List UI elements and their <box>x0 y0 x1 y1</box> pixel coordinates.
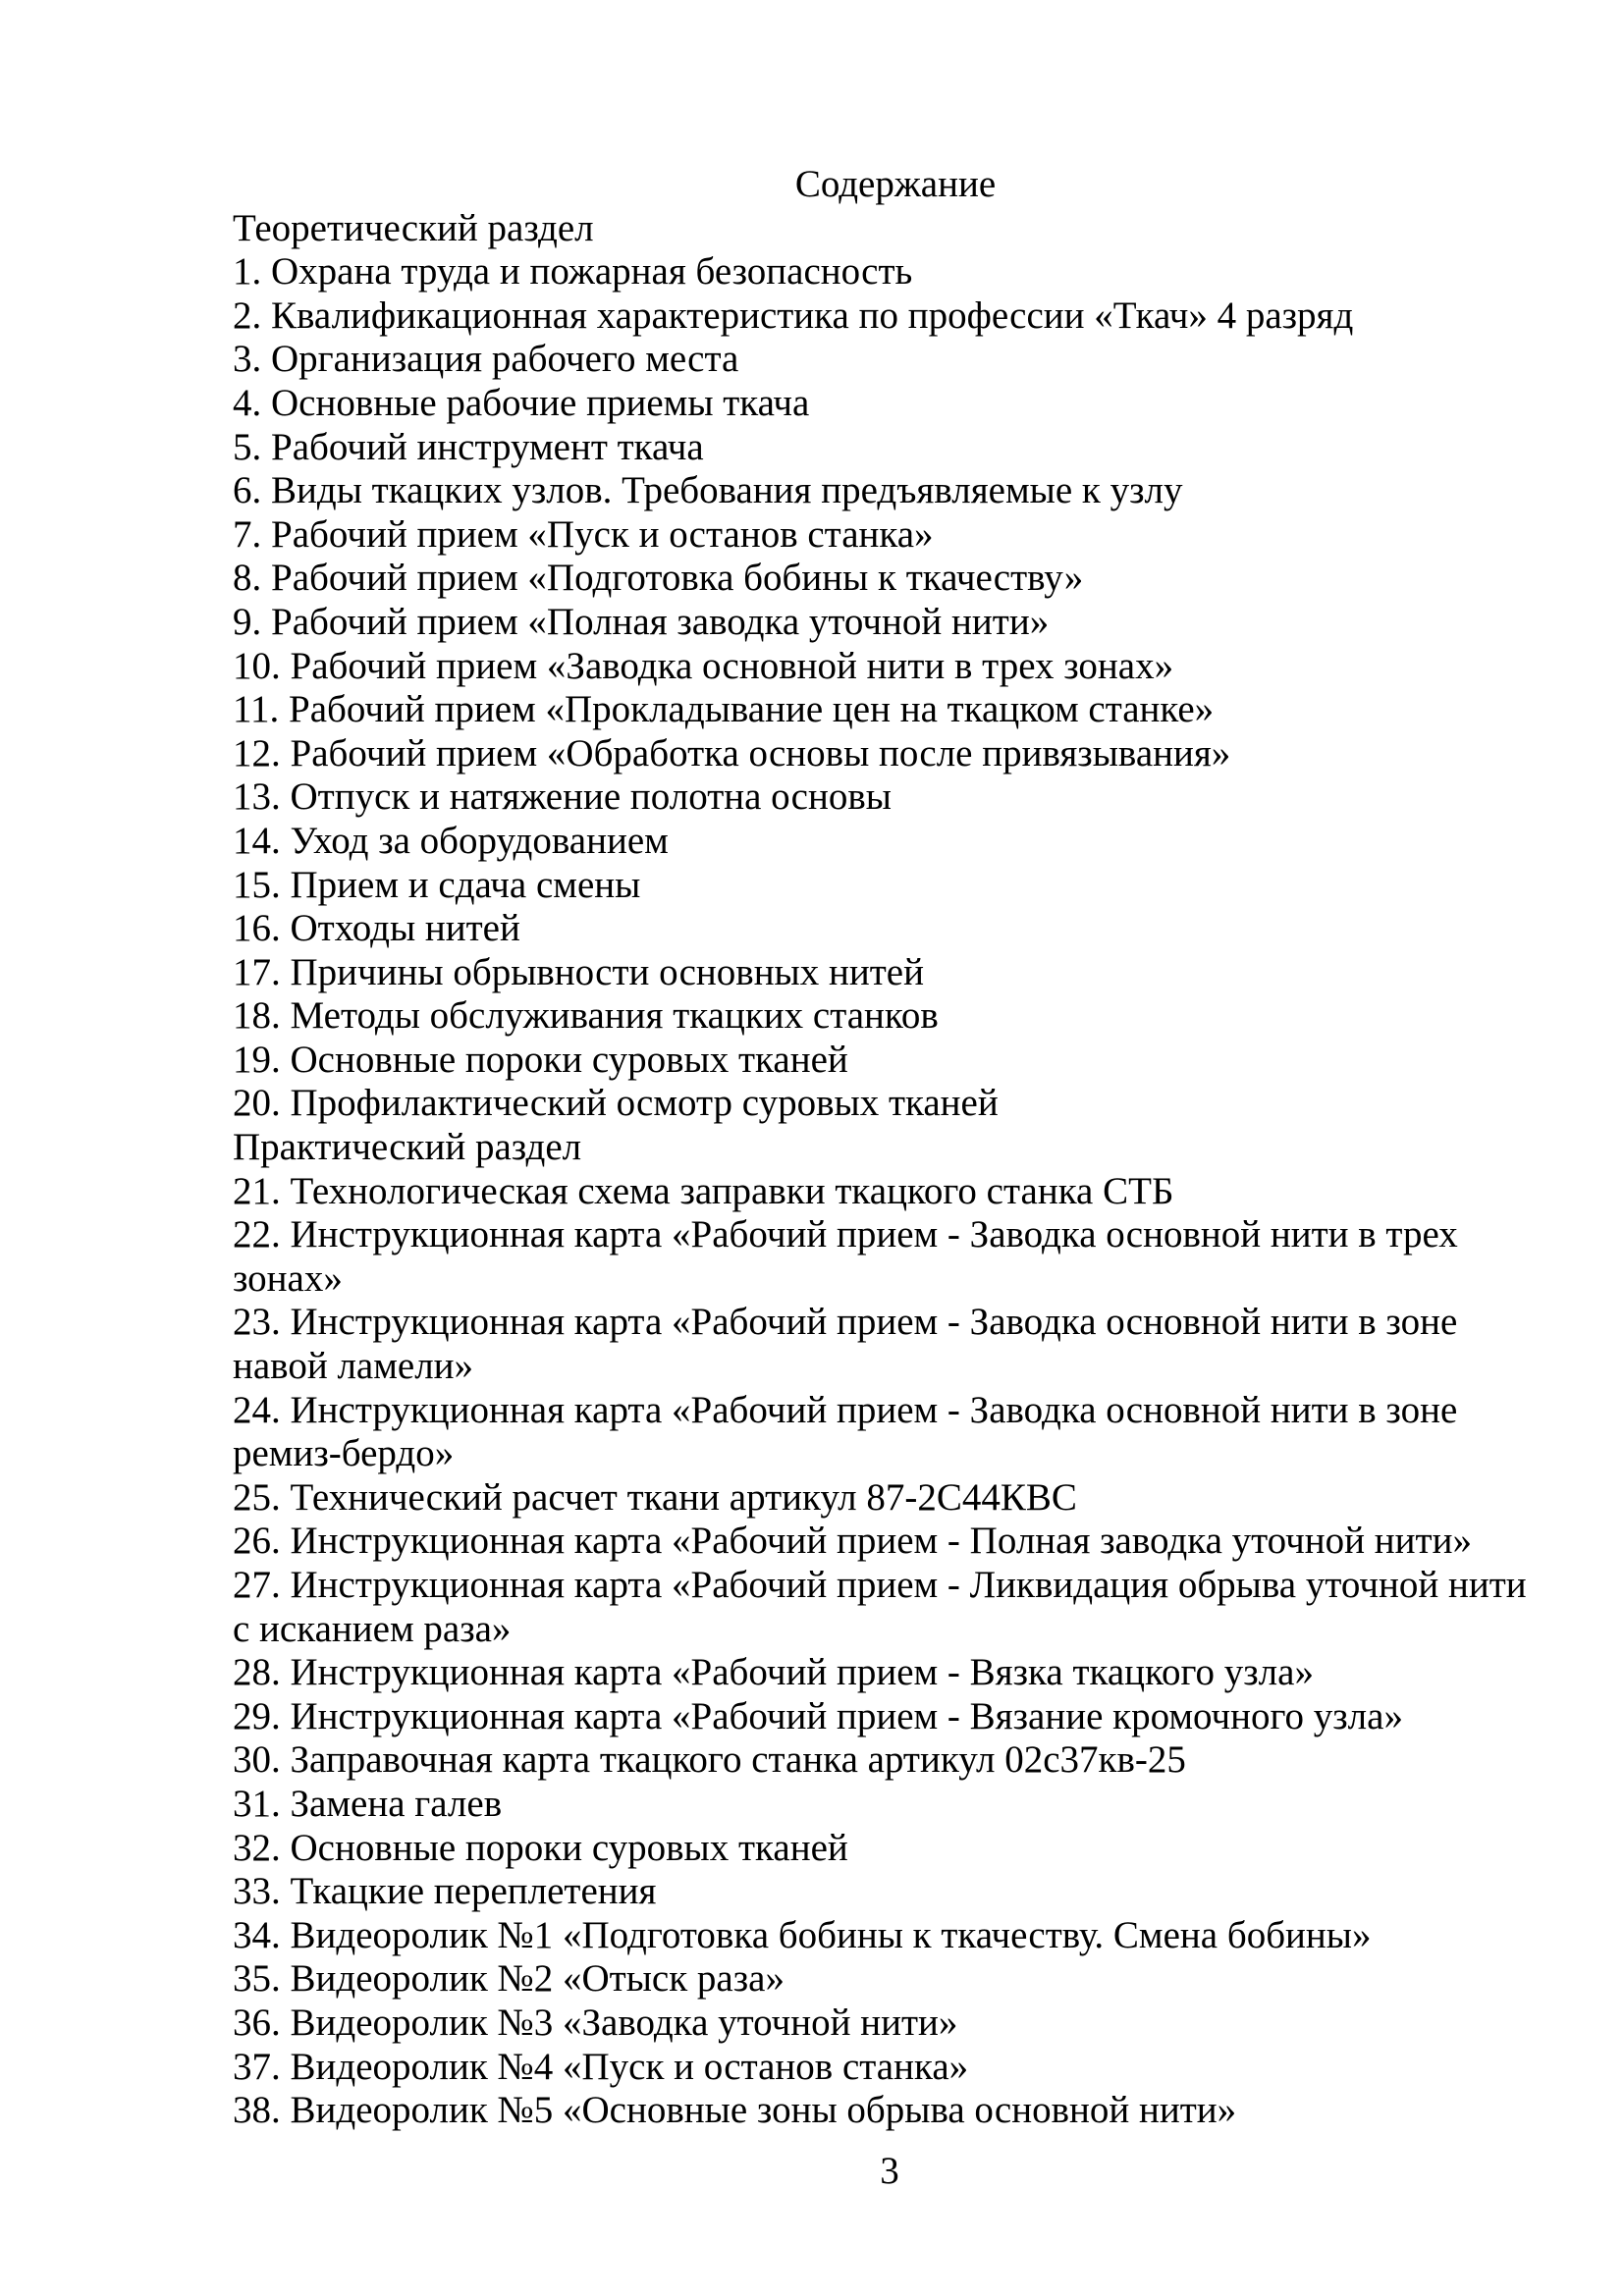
toc-entry: 20. Профилактический осмотр суровых тканей <box>233 1082 999 1125</box>
toc-entry: 32. Основные пороки суровых тканей <box>233 1826 848 1869</box>
toc-entry: 7. Рабочий прием «Пуск и останов станка» <box>233 512 934 556</box>
toc-entry: 5. Рабочий инструмент ткача <box>233 425 704 468</box>
toc-entry: 33. Ткацкие переплетения <box>233 1870 657 1913</box>
toc-entry: 25. Технический расчет ткани артикул 87-2С44КВС <box>233 1475 1077 1519</box>
toc-entry: 13. Отпуск и натяжение полотна основы <box>233 775 892 819</box>
toc-entry: с исканием раза» <box>233 1607 512 1650</box>
toc-entry: 16. Отходы нитей <box>233 907 520 950</box>
toc-entry: 36. Видеоролик №3 «Заводка уточной нити» <box>233 2001 958 2044</box>
table-of-contents <box>233 163 1558 2133</box>
toc-entry: 30. Заправочная карта ткацкого станка артикул 02с37кв-25 <box>233 1738 1186 1782</box>
toc-entry: 22. Инструкционная карта «Рабочий прием - Заводка основной нити в трех <box>233 1213 1458 1256</box>
toc-entry: 28. Инструкционная карта «Рабочий прием - Вязка ткацкого узла» <box>233 1651 1314 1694</box>
toc-entry: 34. Видеоролик №1 «Подготовка бобины к ткачеству. Смена бобины» <box>233 1913 1372 1956</box>
toc-entry: 8. Рабочий прием «Подготовка бобины к ткачеству» <box>233 557 1084 600</box>
toc-entry: 2. Квалификационная характеристика по профессии «Ткач» 4 разряд <box>233 294 1354 337</box>
toc-entry: 26. Инструкционная карта «Рабочий прием - Полная заводка уточной нити» <box>233 1520 1472 1563</box>
toc-entry: 6. Виды ткацких узлов. Требования предъявляемые к узлу <box>233 469 1183 512</box>
toc-entry: 21. Технологическая схема заправки ткацкого станка СТБ <box>233 1169 1174 1212</box>
toc-entry: 29. Инструкционная карта «Рабочий прием - Вязание кромочного узла» <box>233 1694 1403 1737</box>
toc-entry: 27. Инструкционная карта «Рабочий прием - Ликвидация обрыва уточной нити <box>233 1564 1527 1606</box>
toc-entry: навой ламели» <box>233 1345 474 1388</box>
toc-entry: 38. Видеоролик №5 «Основные зоны обрыва основной нити» <box>233 2089 1237 2132</box>
toc-entry: 17. Причины обрывности основных нитей <box>233 950 924 993</box>
toc-entry: 3. Организация рабочего места <box>233 338 739 381</box>
toc-entry: 1. Охрана труда и пожарная безопасность <box>233 250 913 294</box>
toc-entry: 12. Рабочий прием «Обработка основы после привязывания» <box>233 731 1231 774</box>
toc-entry: зонах» <box>233 1256 343 1300</box>
toc-entry: 23. Инструкционная карта «Рабочий прием - Заводка основной нити в зоне <box>233 1301 1458 1344</box>
toc-entry: 24. Инструкционная карта «Рабочий прием - Заводка основной нити в зоне <box>233 1388 1458 1431</box>
toc-entry: 15. Прием и сдача смены <box>233 863 641 906</box>
toc-entry: 11. Рабочий прием «Прокладывание цен на ткацком станке» <box>233 688 1215 731</box>
page-number: 3 <box>880 2150 899 2192</box>
toc-entry: 4. Основные рабочие приемы ткача <box>233 381 810 424</box>
toc-entry: 9. Рабочий прием «Полная заводка уточной нити» <box>233 600 1050 643</box>
section-heading: Теоретический раздел <box>233 206 594 249</box>
toc-list <box>233 207 1558 2133</box>
toc-entry: ремиз-бердо» <box>233 1432 455 1475</box>
toc-entry: 10. Рабочий прием «Заводка основной нити в трех зонах» <box>233 644 1174 687</box>
page-title: Содержание <box>794 163 997 205</box>
toc-entry: 37. Видеоролик №4 «Пуск и останов станка» <box>233 2045 969 2088</box>
section-heading: Практический раздел <box>233 1126 582 1169</box>
toc-entry: 31. Замена галев <box>233 1782 503 1825</box>
toc-entry: 35. Видеоролик №2 «Отыск раза» <box>233 1957 785 2001</box>
toc-entry: 18. Методы обслуживания ткацких станков <box>233 994 939 1038</box>
toc-entry: 19. Основные пороки суровых тканей <box>233 1038 848 1081</box>
toc-entry: 14. Уход за оборудованием <box>233 819 669 862</box>
